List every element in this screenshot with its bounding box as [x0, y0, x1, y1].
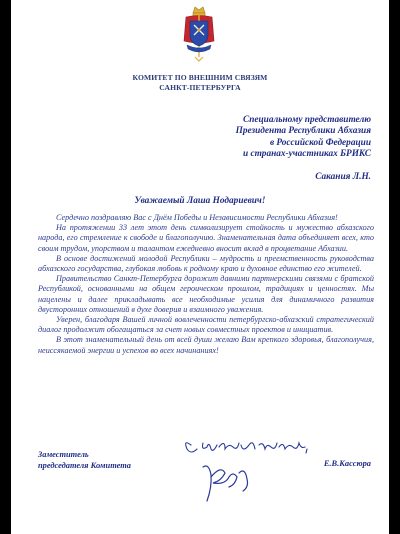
committee-name-line1: КОМИТЕТ ПО ВНЕШНИМ СВЯЗЯМ	[132, 73, 268, 82]
addressee-line: и странах-участниках БРИКС	[242, 148, 371, 159]
signatory-title-line1: Заместитель	[38, 450, 89, 459]
committee-name-line2: САНКТ-ПЕТЕРБУРГА	[159, 83, 241, 92]
signatory-name: Е.В.Кассюра	[323, 459, 371, 468]
signatory-title-line2: председателя Комитета	[38, 461, 131, 470]
body-paragraph: Сердечно поздравляю Вас с Днём Победы и Независимости Республики Абхазия!	[56, 213, 338, 222]
handwritten-signature	[181, 427, 331, 507]
body-paragraph: Правительство Санкт-Петербурга дорожит давними партнерскими связями с братской Республикой, основанными на общем героическом прошлом, традициях и ценностях. Мы нацелены и далее прикладывать все необходимые усилия для динамичного развития двусторонних отношений в духе доверия и взаимного уважения.	[38, 274, 374, 314]
letter-body	[38, 213, 374, 356]
body-paragraph: На протяжении 33 лет этот день символизирует стойкость и мужество абхазского народа, его стремление к свободе и благополучию. Знаменательная дата объединяет всех, кто своим трудом, упорством и талантом ежедневно вносит вклад в процветание Абхазии.	[38, 223, 374, 253]
body-paragraph: Уверен, благодаря Вашей личной вовлеченности петербургско-абхазский стратегический диалог продолжит обогащаться за счет новых совместных проектов и инициатив.	[38, 315, 374, 335]
signatory-title	[38, 449, 131, 471]
saint-petersburg-coat-of-arms-icon	[182, 5, 216, 65]
addressee-line: Президента Республики Абхазия	[235, 126, 371, 137]
body-paragraph: В этот знаменательный день от всей души желаю Вам крепкого здоровья, благополучия, неиссякаемой энергии и успехов во всех начинаниях!	[38, 335, 374, 355]
addressee-line: Специальному представителю	[243, 115, 371, 125]
salutation: Уважаемый Лаша Нодариевич!	[134, 196, 266, 206]
addressee-block	[141, 115, 371, 160]
recipient-name: Сакания Л.Н.	[315, 172, 371, 182]
letter-page	[11, 0, 389, 534]
addressee-line: в Российской Федерации	[269, 137, 371, 148]
body-paragraph: В основе достижений молодой Республики – мудрость и преемственность руководства абхазского государства, глубокая любовь к родному краю и духовное единство его жителей.	[38, 253, 374, 274]
